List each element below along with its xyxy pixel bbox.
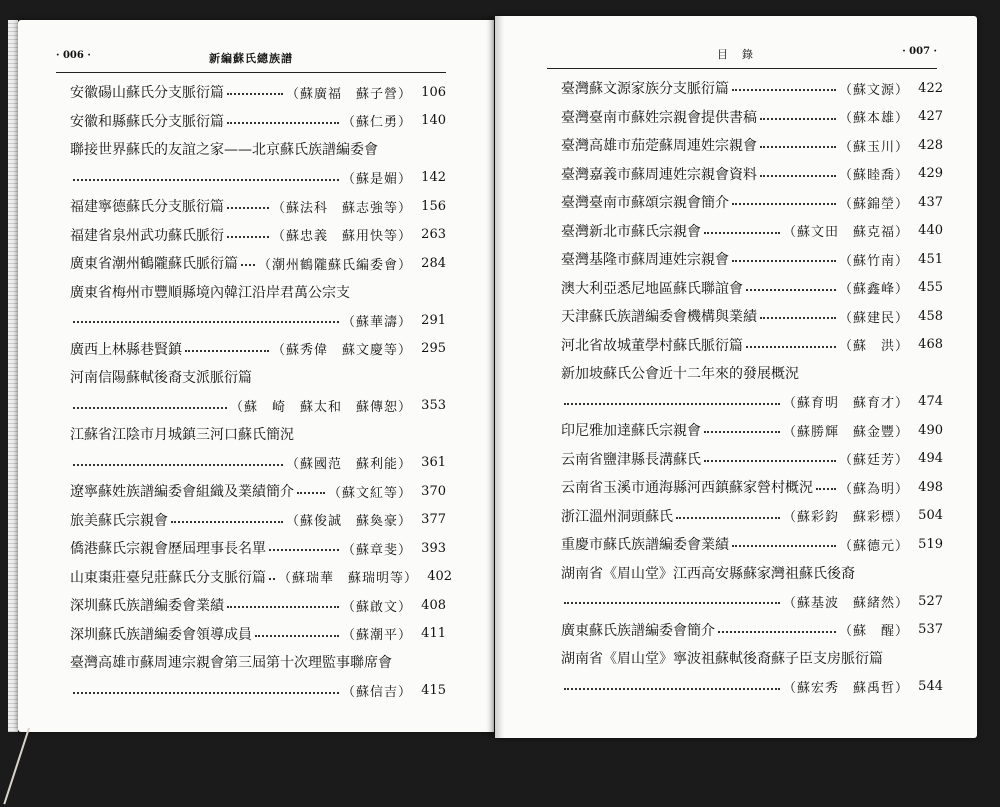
left-header [56,50,446,68]
toc-line [70,534,446,563]
right-running-title: 目錄 [717,48,767,61]
toc-entry-title: 河南信陽蘇軾後裔支派脈衍篇 [70,370,252,387]
toc-entry-title: 云南省玉溪市通海縣河西鎮蘇家營村概況 [561,480,813,497]
toc-entry-page: 458 [918,308,943,324]
toc-entry-page: 440 [918,223,943,239]
toc-entry-title: 僑港蘇氏宗親會歷屆理事長名單 [70,541,266,558]
toc-line [70,278,446,307]
toc-line [70,135,446,164]
toc-entry-authors: （蘇睦喬） [838,168,909,184]
leader-dots [760,175,836,177]
toc-line [70,306,446,335]
toc-line [561,673,943,702]
toc-entry-title: 重慶市蘇氏族譜編委會業績 [561,537,729,554]
toc-entry-authors: （蘇育明 蘇育才） [782,396,909,412]
toc-line [70,563,453,592]
toc-entry-title: 湖南省《眉山堂》寧波祖蘇軾後裔蘇子臣支房脈衍篇 [561,651,883,668]
toc-entry-page: 451 [918,251,943,267]
toc-line [561,131,943,160]
left-page [18,20,494,732]
toc-entry-title: 廣東蘇氏族譜編委會簡介 [561,622,715,639]
toc-line [561,502,943,531]
toc-line [561,217,943,246]
toc-entry-page: 263 [421,227,446,243]
leader-dots [760,118,836,120]
toc-entry-authors: （蘇本雄） [838,111,909,127]
toc-line [561,331,943,360]
toc-line [561,359,943,388]
toc-entry-authors: （蘇廷芳） [838,453,909,469]
toc-line [561,445,943,474]
toc-entry-page: 504 [918,508,943,524]
toc-line [70,107,446,136]
toc-entry-title: 臺灣嘉義市蘇周連姓宗親會資料 [561,166,757,183]
toc-entry-title: 印尼雅加達蘇氏宗親會 [561,423,701,440]
toc-entry-title: 臺灣基隆市蘇周連姓宗親會 [561,252,729,269]
toc-entry-page: 291 [421,312,446,328]
toc-entry-page: 393 [421,540,446,556]
toc-entry-title: 安徽碭山蘇氏分支脈衍篇 [70,85,224,102]
ribbon-bookmark [3,728,30,805]
toc-line [70,477,446,506]
toc-line [561,559,943,588]
toc-entry-title: 廣東省梅州市豐順縣境內韓江沿岸君萬公宗支 [70,284,350,301]
toc-entry-page: 353 [421,398,446,414]
toc-line [561,587,943,616]
toc-entry-page: 519 [918,536,943,552]
toc-entry-page: 428 [918,137,943,153]
toc-line [70,506,446,535]
toc-entry-authors: （蘇章斐） [341,542,412,558]
toc-entry-authors: （蘇鑫峰） [838,282,909,298]
book-edge [8,20,18,732]
leader-dots [760,317,836,319]
leader-dots [816,488,836,490]
toc-line [561,616,943,645]
toc-entry-title: 臺灣高雄市蘇周連宗親會第三屆第十次理監事聯席會 [70,655,392,672]
toc-entry-title: 遼寧蘇姓族譜編委會組織及業績簡介 [70,484,294,501]
toc-entry-title: 臺灣高雄市茄萣蘇周連姓宗親會 [561,138,757,155]
toc-entry-title: 臺灣蘇文源家族分支脈衍篇 [561,81,729,98]
right-page [495,16,977,738]
leader-dots [185,350,269,352]
leader-dots [704,431,780,433]
leader-dots [732,260,836,262]
leader-dots [746,289,836,291]
toc-line [70,335,446,364]
toc-entry-authors: （蘇為明） [838,481,909,497]
leader-dots [564,602,780,604]
toc-entry-title: 臺灣臺南市蘇姓宗親會提供書稿 [561,109,757,126]
toc-entry-authors: （蘇文源） [838,82,909,98]
toc-entry-page: 106 [421,84,446,100]
toc-entry-authors: （蘇 崎 蘇太和 蘇傳恕） [229,400,412,416]
toc-line [70,392,446,421]
leader-dots [564,688,780,690]
toc-line [70,221,446,250]
toc-entry-title: 天津蘇氏族譜編委會機構與業績 [561,309,757,326]
toc-line [70,648,446,677]
toc-entry-page: 411 [421,626,446,642]
toc-entry-title: 深圳蘇氏族譜編委會業績 [70,598,224,615]
toc-entry-authors: （蘇文田 蘇克福） [782,225,909,241]
toc-entry-page: 361 [421,455,446,471]
toc-entry-title: 澳大利亞悉尼地區蘇氏聯誼會 [561,280,743,297]
toc-entry-authors: （蘇信吉） [341,685,412,701]
toc-entry-page: 415 [421,683,446,699]
right-header-rule [547,68,937,69]
toc-entry-title: 安徽和縣蘇氏分支脈衍篇 [70,113,224,130]
leader-dots [73,464,283,466]
toc-entry-title: 河北省故城董學村蘇氏脈衍篇 [561,337,743,354]
toc-entry-title: 福建寧德蘇氏分支脈衍篇 [70,199,224,216]
toc-entry-authors: （蘇是媚） [341,172,412,188]
toc-entry-authors: （蘇建民） [838,310,909,326]
left-header-rule [56,72,446,73]
toc-line [70,620,446,649]
left-running-title: 新編蘇氏總族譜 [209,52,293,65]
toc-line [70,78,446,107]
toc-entry-title: 福建省泉州武功蘇氏脈衍 [70,227,224,244]
toc-entry-title: 臺灣新北市蘇氏宗親會 [561,223,701,240]
toc-line [561,388,943,417]
toc-entry-page: 370 [421,483,446,499]
toc-line [70,363,446,392]
toc-line [561,245,943,274]
leader-dots [704,460,836,462]
toc-entry-page: 437 [918,194,943,210]
toc-line [561,74,943,103]
toc-entry-page: 455 [918,280,943,296]
leader-dots [73,179,339,181]
toc-entry-authors: （蘇德元） [838,538,909,554]
toc-entry-page: 295 [421,341,446,357]
toc-entry-authors: （蘇玉川） [838,139,909,155]
toc-entry-title: 湖南省《眉山堂》江西高安縣蘇家灣祖蘇氏後裔 [561,565,855,582]
toc-line [561,274,943,303]
toc-entry-authors: （蘇文紅等） [327,485,412,501]
toc-entry-title: 深圳蘇氏族譜編委會領導成員 [70,626,252,643]
toc-entry-page: 284 [421,255,446,271]
toc-entry-authors: （蘇基波 蘇緒然） [782,595,909,611]
left-page-number: · 006 · [56,50,91,61]
toc-entry-page: 544 [918,679,943,695]
toc-entry-authors: （蘇 洪） [838,339,909,355]
toc-entry-authors: （蘇啟文） [341,599,412,615]
toc-line [70,591,446,620]
toc-entry-authors: （蘇國范 蘇利能） [285,457,412,473]
toc-entry-page: 494 [918,451,943,467]
leader-dots [227,207,269,209]
toc-entry-authors: （蘇潮平） [341,628,412,644]
leader-dots [255,635,339,637]
toc-entry-authors: （蘇 醒） [838,624,909,640]
toc-line [70,420,446,449]
right-toc-list [561,74,943,701]
toc-line [70,164,446,193]
toc-line [70,449,446,478]
toc-entry-page: 527 [918,593,943,609]
toc-entry-page: 429 [918,166,943,182]
toc-line [70,192,446,221]
leader-dots [676,517,780,519]
leader-dots [732,545,836,547]
toc-line [70,249,446,278]
toc-entry-authors: （蘇華濤） [341,314,412,330]
toc-entry-title: 廣西上林縣巷賢鎮 [70,341,182,358]
toc-entry-page: 377 [421,512,446,528]
leader-dots [297,492,325,494]
toc-entry-page: 402 [427,569,453,585]
toc-entry-authors: （蘇秀偉 蘇文慶等） [271,343,412,359]
leader-dots [227,93,283,95]
right-header [547,46,937,64]
right-page-number: · 007 · [902,46,937,57]
toc-entry-authors: （蘇法科 蘇志強等） [271,200,412,216]
leader-dots [718,631,836,633]
leader-dots [732,203,836,205]
toc-entry-page: 140 [421,113,446,129]
toc-entry-authors: （蘇忠義 蘇用快等） [271,229,412,245]
toc-entry-authors: （蘇錦塋） [838,196,909,212]
toc-entry-title: 聯接世界蘇氏的友誼之家——北京蘇氏族譜編委會 [70,142,378,159]
toc-entry-page: 498 [918,479,943,495]
toc-entry-title: 江蘇省江陰市月城鎮三河口蘇氏簡況 [70,427,294,444]
leader-dots [269,549,339,551]
leader-dots [269,578,275,580]
leader-dots [73,692,339,694]
toc-entry-title: 浙江溫州洞頭蘇氏 [561,508,673,525]
toc-line [561,530,943,559]
toc-entry-page: 427 [918,109,943,125]
leader-dots [746,346,836,348]
toc-line [561,103,943,132]
toc-entry-page: 422 [918,80,943,96]
toc-line [561,644,943,673]
toc-line [561,188,943,217]
leader-dots [73,407,227,409]
toc-line [561,302,943,331]
toc-entry-title: 廣東省潮州鶴隴蘇氏脈衍篇 [70,256,238,273]
toc-line [561,160,943,189]
toc-line [561,416,943,445]
toc-entry-authors: （蘇竹南） [838,253,909,269]
toc-entry-title: 云南省鹽津縣長溝蘇氏 [561,451,701,468]
toc-entry-authors: （蘇俊誠 蘇奐豪） [285,514,412,530]
toc-entry-page: 156 [421,198,446,214]
left-toc-list [70,78,453,705]
toc-entry-title: 山東棗莊臺兒莊蘇氏分支脈衍篇 [70,569,266,586]
toc-line [70,677,446,706]
toc-line [561,473,943,502]
leader-dots [227,122,339,124]
toc-entry-authors: （潮州鶴隴蘇氏編委會） [257,257,412,273]
leader-dots [171,521,283,523]
toc-entry-page: 474 [918,394,943,410]
leader-dots [760,146,836,148]
toc-entry-page: 142 [421,170,446,186]
toc-entry-title: 新加坡蘇氏公會近十二年來的發展概況 [561,366,799,383]
leader-dots [241,264,255,266]
toc-entry-page: 468 [918,337,943,353]
toc-entry-page: 490 [918,422,943,438]
leader-dots [564,403,780,405]
toc-entry-authors: （蘇瑞華 蘇瑞明等） [278,571,419,587]
toc-entry-authors: （蘇仁勇） [341,115,412,131]
toc-entry-authors: （蘇勝輝 蘇金豐） [782,424,909,440]
toc-entry-page: 537 [918,622,943,638]
leader-dots [732,89,836,91]
toc-entry-authors: （蘇彩鈞 蘇彩標） [782,510,909,526]
toc-entry-authors: （蘇宏秀 蘇禹哲） [782,681,909,697]
toc-entry-title: 臺灣臺南市蘇頌宗親會簡介 [561,195,729,212]
toc-entry-title: 旅美蘇氏宗親會 [70,512,168,529]
toc-entry-authors: （蘇廣福 蘇子營） [285,86,412,102]
leader-dots [73,321,339,323]
leader-dots [704,232,780,234]
toc-entry-page: 408 [421,597,446,613]
leader-dots [227,606,339,608]
leader-dots [227,236,269,238]
